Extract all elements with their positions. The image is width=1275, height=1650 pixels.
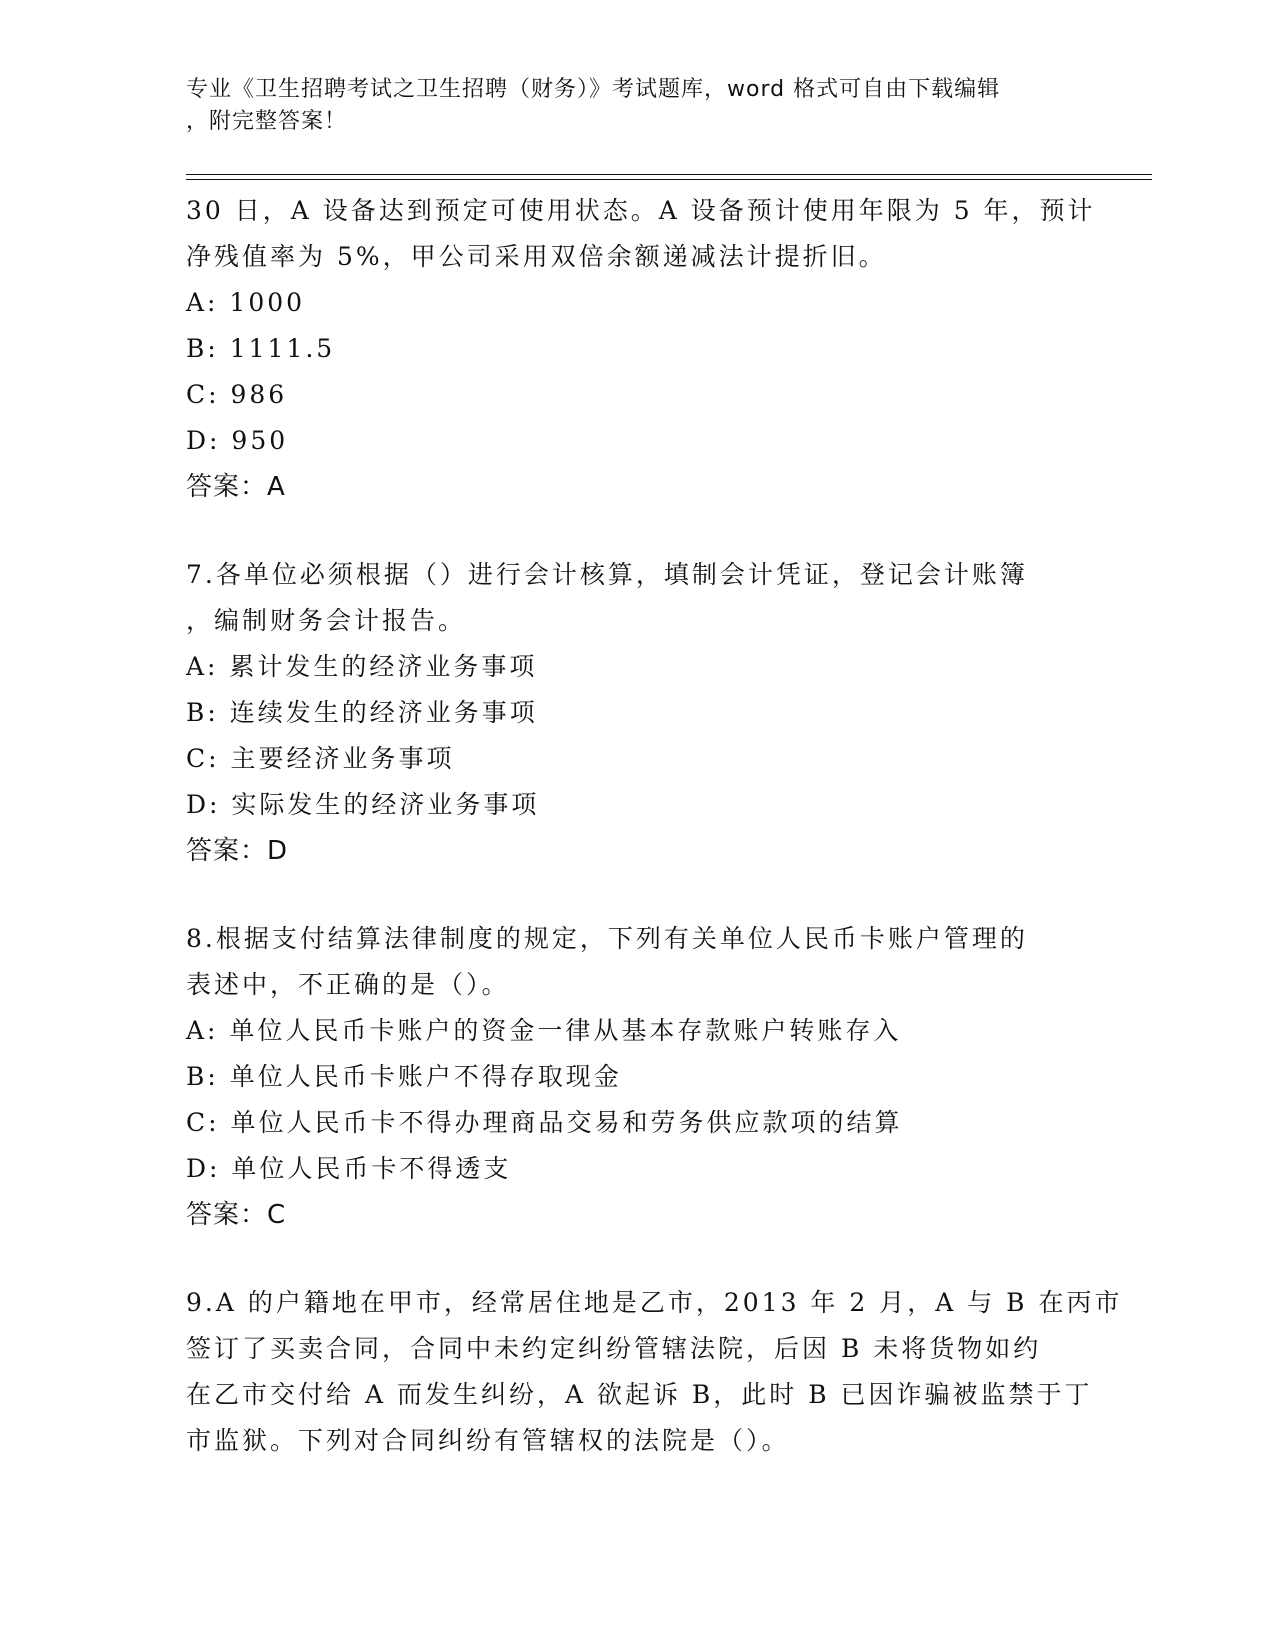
spacer: [186, 1238, 1086, 1280]
document-body: [186, 188, 1123, 1464]
question-text-line: 30 日，A 设备达到预定可使用状态。A 设备预计使用年限为 5 年，预计: [186, 196, 1096, 225]
question-text-line: 9.A 的户籍地在甲市，经常居住地是乙市，2013 年 2 月，A 与 B 在丙市: [186, 1288, 1123, 1317]
option-d: D: 实际发生的经济业务事项: [186, 790, 540, 819]
answer-line: 答案：D: [186, 836, 289, 866]
question-text-line: 7.各单位必须根据（）进行会计核算，填制会计凭证，登记会计账簿: [186, 560, 1028, 589]
question-8: [186, 916, 1086, 1238]
option-c: C: 单位人民币卡不得办理商品交易和劳务供应款项的结算: [186, 1108, 903, 1137]
spacer: [186, 874, 1086, 916]
question-text-line: ，编制财务会计报告。: [186, 606, 467, 635]
question-7: [186, 552, 1086, 874]
option-d: D: 950: [186, 426, 289, 455]
option-b: B: 1111.5: [186, 334, 336, 363]
header-line-2: ，附完整答案！: [186, 109, 348, 134]
option-b: B: 单位人民币卡账户不得存取现金: [186, 1062, 622, 1091]
option-a: A: 1000: [186, 288, 306, 317]
question-6: [186, 188, 1096, 510]
question-text-line: 签订了买卖合同，合同中未约定纠纷管辖法院，后因 B 未将货物如约: [186, 1334, 1042, 1363]
spacer: [186, 510, 1086, 552]
option-a: A: 单位人民币卡账户的资金一律从基本存款账户转账存入: [186, 1016, 902, 1045]
option-c: C: 986: [186, 380, 288, 409]
option-c: C: 主要经济业务事项: [186, 744, 455, 773]
question-text-line: 表述中，不正确的是（）。: [186, 970, 510, 999]
question-9: [186, 1280, 1123, 1464]
question-text-line: 8.根据支付结算法律制度的规定，下列有关单位人民币卡账户管理的: [186, 924, 1028, 953]
option-a: A: 累计发生的经济业务事项: [186, 652, 538, 681]
question-text-line: 在乙市交付给 A 而发生纠纷，A 欲起诉 B，此时 B 已因诈骗被监禁于丁: [186, 1380, 1093, 1409]
document-header: [186, 74, 1066, 138]
header-rule-bottom: [186, 179, 1152, 180]
question-text-line: 市监狱。下列对合同纠纷有管辖权的法院是（）。: [186, 1426, 790, 1455]
option-d: D: 单位人民币卡不得透支: [186, 1154, 512, 1183]
answer-line: 答案：A: [186, 472, 286, 502]
header-rule-top: [186, 174, 1152, 175]
option-b: B: 连续发生的经济业务事项: [186, 698, 538, 727]
question-text-line: 净残值率为 5%，甲公司采用双倍余额递减法计提折旧。: [186, 242, 887, 271]
header-line-1: 专业《卫生招聘考试之卫生招聘（财务）》考试题库，word 格式可自由下载编辑: [186, 77, 1001, 102]
answer-line: 答案：C: [186, 1200, 287, 1230]
